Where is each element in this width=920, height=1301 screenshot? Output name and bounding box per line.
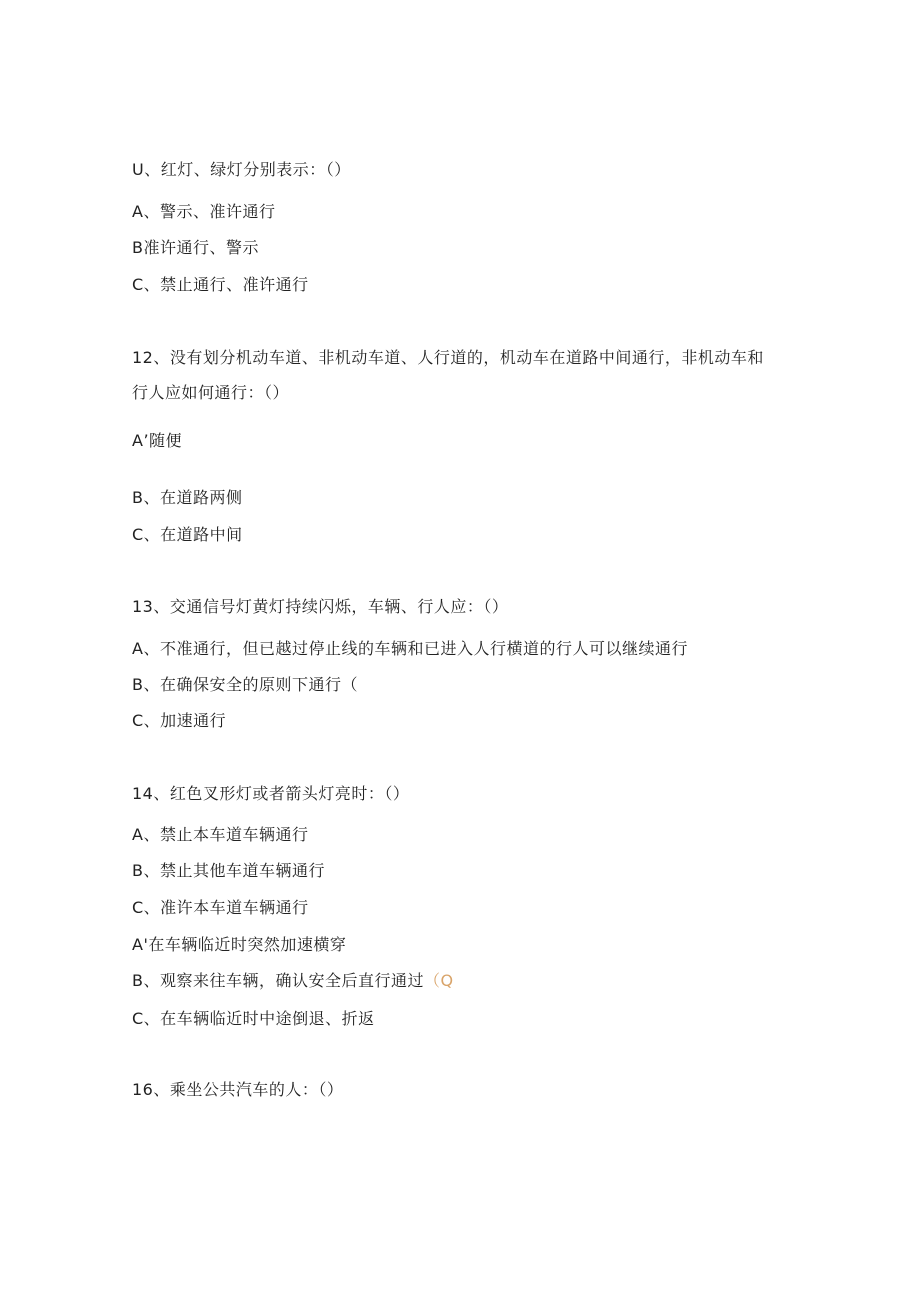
question-12-option-a: A’随便 — [132, 431, 183, 450]
question-14-option-b: B、禁止其他车道车辆通行 — [132, 861, 325, 880]
question-15-option-b: B、观察来往车辆，确认安全后直行通过 — [132, 971, 424, 990]
question-16: 16、乘坐公共汽车的人：（） — [132, 1080, 344, 1099]
question-12-line-2: 行人应如何通行：（） — [132, 383, 290, 402]
question-15-answer-mark: （Q — [423, 971, 454, 990]
question-11-option-a: A、警示、准许通行 — [132, 202, 276, 221]
question-14-option-a: A、禁止本车道车辆通行 — [132, 825, 309, 844]
question-11: U、红灯、绿灯分别表示：（） — [132, 160, 351, 179]
question-13-option-b: B、在确保安全的原则下通行（ — [132, 675, 358, 694]
question-14: 14、红色叉形灯或者箭头灯亮时：（） — [132, 784, 410, 803]
question-12-option-c: C、在道路中间 — [132, 525, 243, 544]
question-12-option-b: B、在道路两侧 — [132, 488, 243, 507]
question-15-option-a: A'在车辆临近时突然加速横穿 — [132, 935, 347, 954]
question-15-option-b-row — [132, 971, 454, 991]
question-14-option-c: C、准许本车道车辆通行 — [132, 898, 309, 917]
question-11-option-c: C、禁止通行、准许通行 — [132, 275, 309, 294]
question-11-option-b: B准许通行、警示 — [132, 238, 259, 257]
question-13: 13、交通信号灯黄灯持续闪烁，车辆、行人应：（） — [132, 597, 509, 616]
question-13-option-c: C、加速通行 — [132, 711, 227, 730]
question-12-line-1: 12、没有划分机动车道、非机动车道、人行道的，机动车在道路中间通行，非机动车和 — [132, 348, 764, 367]
question-15-option-c: C、在车辆临近时中途倒退、折返 — [132, 1009, 375, 1028]
question-13-option-a: A、不准通行，但已越过停止线的车辆和已进入人行横道的行人可以继续通行 — [132, 639, 688, 658]
